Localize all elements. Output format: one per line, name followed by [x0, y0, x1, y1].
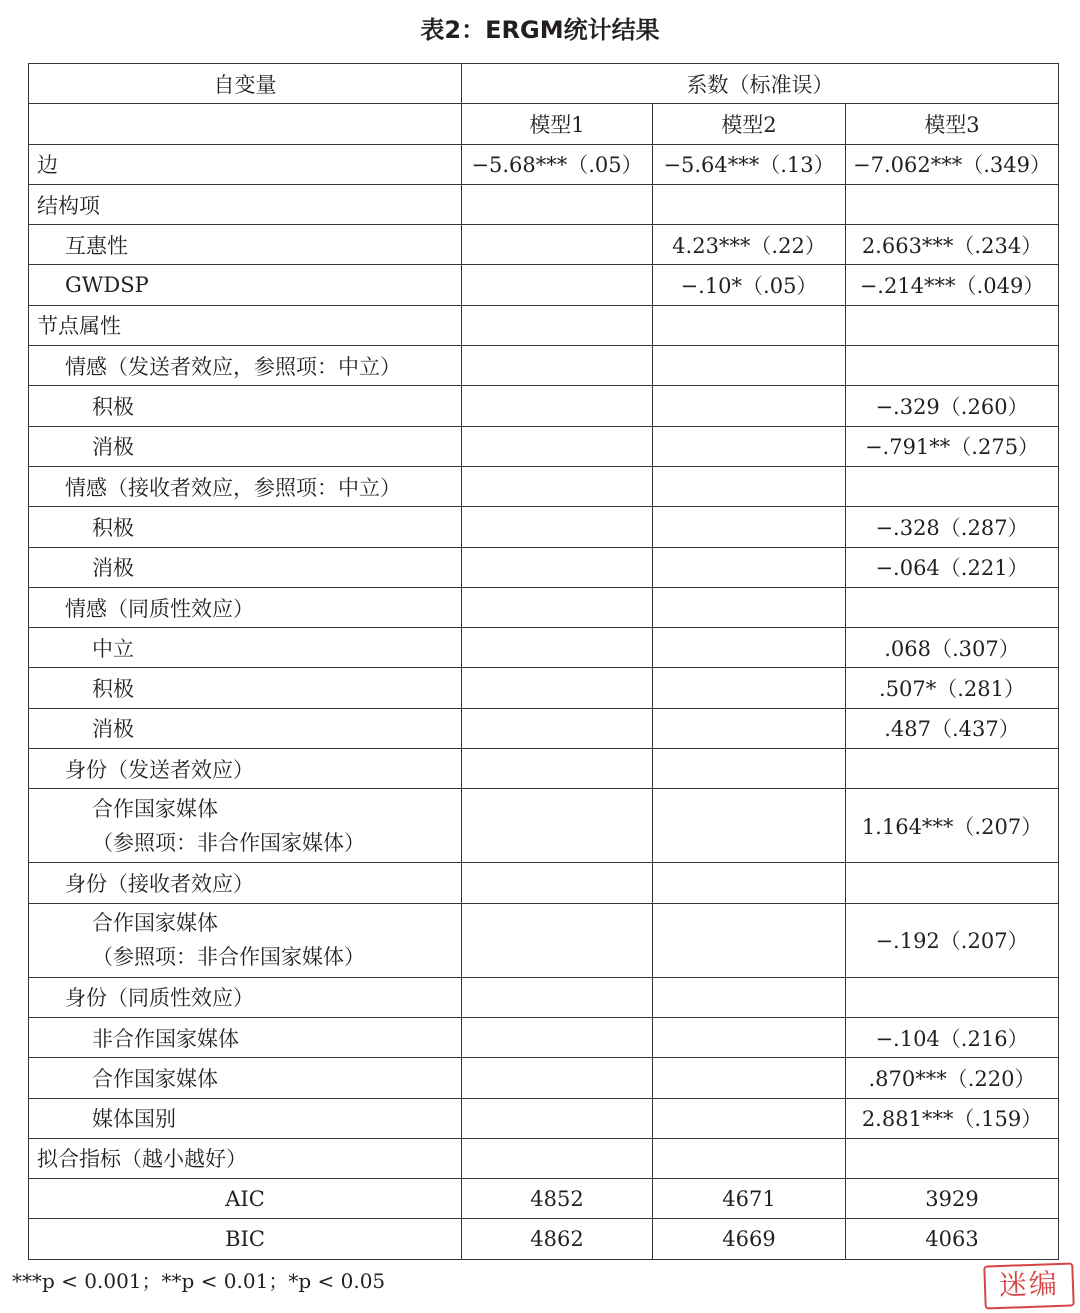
row-label: 积极 [29, 507, 462, 547]
cell-model-1 [462, 184, 653, 224]
cell-model-1 [462, 265, 653, 305]
cell-model-3: −7.062***（.349） [846, 144, 1059, 184]
table-row [29, 466, 1059, 506]
model-header-row [29, 104, 1059, 144]
table-row [29, 507, 1059, 547]
watermark-stamp: 迷编 [983, 1262, 1074, 1309]
cell-model-1 [462, 903, 653, 977]
table-row [29, 587, 1059, 627]
cell-model-1 [462, 466, 653, 506]
row-label: 身份（发送者效应） [29, 749, 462, 789]
table-row [29, 184, 1059, 224]
row-label: 身份（同质性效应） [29, 977, 462, 1017]
cell-model-1 [462, 305, 653, 345]
row-label [29, 903, 462, 977]
cell-model-3: 2.663***（.234） [846, 225, 1059, 265]
cell-model-1 [462, 426, 653, 466]
cell-model-3: 4063 [846, 1219, 1059, 1259]
cell-model-2 [653, 587, 846, 627]
cell-model-3 [846, 1138, 1059, 1178]
row-label: 节点属性 [29, 305, 462, 345]
cell-model-1 [462, 977, 653, 1017]
cell-model-1 [462, 708, 653, 748]
table-row [29, 1058, 1059, 1098]
row-label: 媒体国别 [29, 1098, 462, 1138]
significance-footnote: ***p < 0.001；**p < 0.01；*p < 0.05 [12, 1269, 386, 1293]
table-row [29, 225, 1059, 265]
row-label: 互惠性 [29, 225, 462, 265]
cell-model-3 [846, 749, 1059, 789]
row-label: GWDSP [29, 265, 462, 305]
cell-model-2 [653, 547, 846, 587]
row-label: 结构项 [29, 184, 462, 224]
table-row [29, 789, 1059, 863]
cell-model-2 [653, 466, 846, 506]
cell-model-2 [653, 708, 846, 748]
cell-model-1 [462, 863, 653, 903]
row-label: 情感（同质性效应） [29, 587, 462, 627]
table-row [29, 346, 1059, 386]
row-label-line-2: （参照项：非合作国家媒体） [92, 830, 365, 855]
cell-model-1 [462, 1098, 653, 1138]
row-label: 积极 [29, 386, 462, 426]
cell-model-1 [462, 587, 653, 627]
cell-model-2 [653, 1098, 846, 1138]
table-row [29, 708, 1059, 748]
cell-model-1 [462, 547, 653, 587]
cell-model-2 [653, 1017, 846, 1057]
table-row [29, 977, 1059, 1017]
cell-model-3: −.214***（.049） [846, 265, 1059, 305]
row-label: 情感（接收者效应，参照项：中立） [29, 466, 462, 506]
cell-model-2: −5.64***（.13） [653, 144, 846, 184]
row-label: 消极 [29, 426, 462, 466]
cell-model-3: .870***（.220） [846, 1058, 1059, 1098]
cell-model-3: 1.164***（.207） [846, 789, 1059, 863]
table-row [29, 1179, 1059, 1219]
header-blank [29, 104, 462, 144]
cell-model-2 [653, 386, 846, 426]
row-label: 消极 [29, 708, 462, 748]
table-row [29, 1138, 1059, 1178]
table-row [29, 863, 1059, 903]
cell-model-1 [462, 749, 653, 789]
cell-model-2: 4671 [653, 1179, 846, 1219]
cell-model-2 [653, 863, 846, 903]
cell-model-3 [846, 305, 1059, 345]
header-independent-variable: 自变量 [29, 64, 462, 104]
table-row [29, 1017, 1059, 1057]
row-label: AIC [29, 1179, 462, 1219]
cell-model-3: −.328（.287） [846, 507, 1059, 547]
row-label-line-2: （参照项：非合作国家媒体） [92, 945, 365, 970]
cell-model-2 [653, 628, 846, 668]
cell-model-2: 4669 [653, 1219, 846, 1259]
cell-model-2: −.10*（.05） [653, 265, 846, 305]
cell-model-2 [653, 507, 846, 547]
table-row [29, 1219, 1059, 1259]
row-label: 消极 [29, 547, 462, 587]
row-label: 非合作国家媒体 [29, 1017, 462, 1057]
row-label: 情感（发送者效应，参照项：中立） [29, 346, 462, 386]
cell-model-1 [462, 1017, 653, 1057]
cell-model-2 [653, 977, 846, 1017]
cell-model-1 [462, 386, 653, 426]
table-row [29, 144, 1059, 184]
cell-model-3 [846, 466, 1059, 506]
cell-model-2 [653, 1058, 846, 1098]
cell-model-3: −.791**（.275） [846, 426, 1059, 466]
cell-model-2 [653, 749, 846, 789]
header-model-1: 模型1 [462, 104, 653, 144]
row-label: 合作国家媒体 [29, 1058, 462, 1098]
row-label: 中立 [29, 628, 462, 668]
cell-model-1 [462, 1058, 653, 1098]
cell-model-2: 4.23***（.22） [653, 225, 846, 265]
cell-model-3: −.329（.260） [846, 386, 1059, 426]
cell-model-3: 3929 [846, 1179, 1059, 1219]
cell-model-1 [462, 507, 653, 547]
table-row [29, 1098, 1059, 1138]
cell-model-1 [462, 628, 653, 668]
ergm-results-table [28, 63, 1059, 1260]
table-row [29, 668, 1059, 708]
table-title: 表2：ERGM统计结果 [420, 16, 660, 44]
table-row [29, 749, 1059, 789]
cell-model-3 [846, 346, 1059, 386]
cell-model-1 [462, 1138, 653, 1178]
cell-model-3 [846, 863, 1059, 903]
cell-model-2 [653, 426, 846, 466]
row-label-line-1: 合作国家媒体 [92, 911, 218, 936]
header-model-2: 模型2 [653, 104, 846, 144]
table-row [29, 547, 1059, 587]
cell-model-3 [846, 184, 1059, 224]
table-row [29, 386, 1059, 426]
row-label: BIC [29, 1219, 462, 1259]
table-row [29, 305, 1059, 345]
cell-model-1: 4862 [462, 1219, 653, 1259]
cell-model-2 [653, 1138, 846, 1178]
cell-model-3: −.192（.207） [846, 903, 1059, 977]
row-label: 积极 [29, 668, 462, 708]
cell-model-1: 4852 [462, 1179, 653, 1219]
cell-model-3: .507*（.281） [846, 668, 1059, 708]
cell-model-3: −.064（.221） [846, 547, 1059, 587]
cell-model-3 [846, 977, 1059, 1017]
table-row [29, 903, 1059, 977]
cell-model-1: −5.68***（.05） [462, 144, 653, 184]
cell-model-2 [653, 184, 846, 224]
row-label-line-1: 合作国家媒体 [92, 796, 218, 821]
cell-model-1 [462, 668, 653, 708]
cell-model-3: −.104（.216） [846, 1017, 1059, 1057]
cell-model-1 [462, 225, 653, 265]
cell-model-3: .487（.437） [846, 708, 1059, 748]
cell-model-1 [462, 346, 653, 386]
cell-model-3 [846, 587, 1059, 627]
cell-model-3: 2.881***（.159） [846, 1098, 1059, 1138]
cell-model-1 [462, 789, 653, 863]
cell-model-2 [653, 903, 846, 977]
cell-model-2 [653, 346, 846, 386]
cell-model-2 [653, 668, 846, 708]
row-label [29, 789, 462, 863]
header-row [29, 64, 1059, 104]
row-label: 边 [29, 144, 462, 184]
row-label: 拟合指标（越小越好） [29, 1138, 462, 1178]
cell-model-2 [653, 789, 846, 863]
table-row [29, 265, 1059, 305]
cell-model-3: .068（.307） [846, 628, 1059, 668]
cell-model-2 [653, 305, 846, 345]
table-row [29, 628, 1059, 668]
row-label: 身份（接收者效应） [29, 863, 462, 903]
header-model-3: 模型3 [846, 104, 1059, 144]
table-row [29, 426, 1059, 466]
header-coefficient: 系数（标准误） [462, 64, 1059, 104]
